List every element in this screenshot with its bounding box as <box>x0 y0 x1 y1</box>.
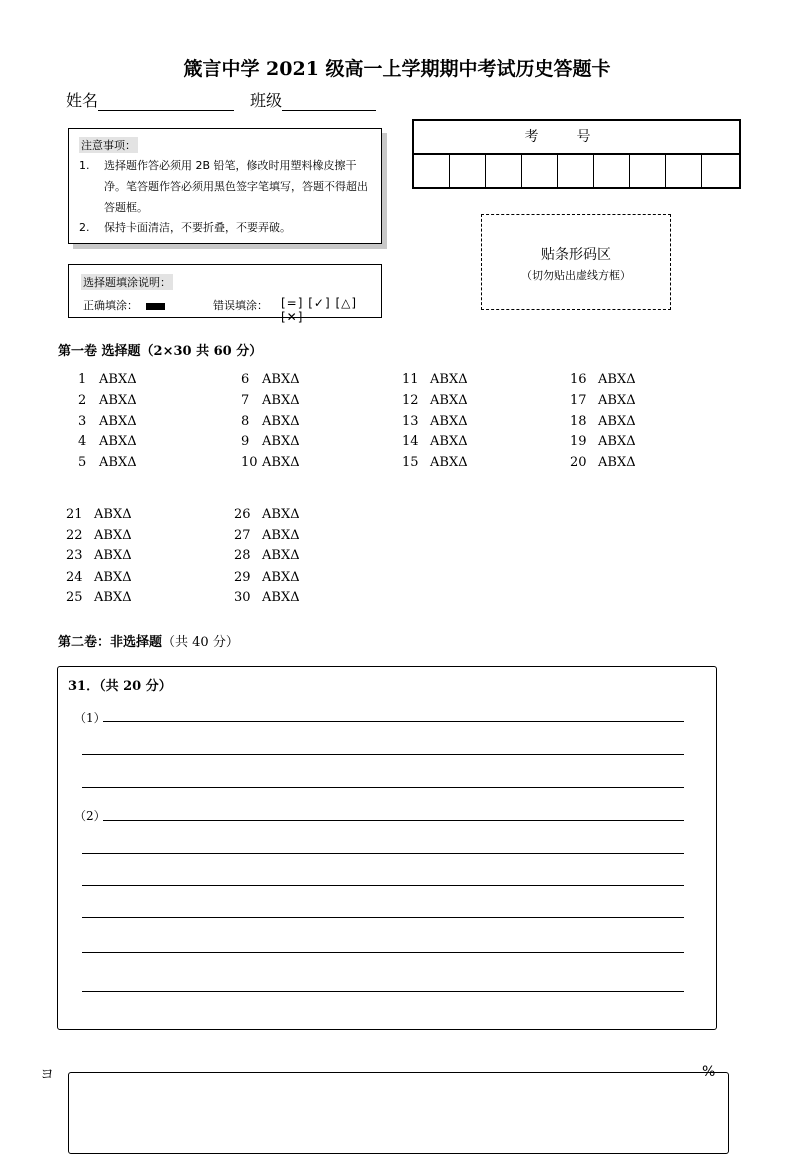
answer-line[interactable] <box>82 917 684 918</box>
question-number: 27 <box>234 528 251 543</box>
notice-item-number: 2. <box>79 221 90 234</box>
answer-options[interactable]: ABXΔ <box>262 414 300 429</box>
barcode-area <box>481 214 671 310</box>
name-label: 姓名 <box>66 91 99 110</box>
answer-options[interactable]: ABXΔ <box>430 434 468 449</box>
answer-options[interactable]: ABXΔ <box>262 528 300 543</box>
answer-line[interactable] <box>82 754 684 755</box>
class-underline[interactable] <box>282 94 376 111</box>
answer-options[interactable]: ABXΔ <box>262 393 300 408</box>
answer-options[interactable]: ABXΔ <box>99 372 137 387</box>
question-number: 11 <box>402 372 419 387</box>
answer-options[interactable]: ABXΔ <box>99 455 137 470</box>
answer-options[interactable]: ABXΔ <box>94 507 132 522</box>
exam-number-label: 考号 <box>414 121 739 155</box>
fill-instructions-box <box>68 264 382 324</box>
wrong-marks-icon: [=] [✓] [△] [✕] <box>281 296 358 324</box>
barcode-note: （切勿贴出虚线方框） <box>521 269 631 282</box>
name-field[interactable] <box>66 88 234 111</box>
answer-options[interactable]: ABXΔ <box>262 434 300 449</box>
question-number: 1 <box>78 372 87 387</box>
answer-options[interactable]: ABXΔ <box>262 570 300 585</box>
answer-options[interactable]: ABXΔ <box>262 590 300 605</box>
section2-label: 第二卷：非选择题 <box>58 635 163 650</box>
question-number: 18 <box>570 414 587 429</box>
section2-score: （共 40 分） <box>162 635 239 650</box>
answer-options[interactable]: ABXΔ <box>430 455 468 470</box>
class-field[interactable] <box>250 88 376 111</box>
exam-number-cell[interactable] <box>414 155 450 187</box>
answer-line[interactable] <box>82 853 684 854</box>
notice-heading: 注意事项： <box>81 139 136 152</box>
left-edge-mark: ヨ <box>40 1067 54 1083</box>
class-label: 班级 <box>250 91 283 110</box>
notice-item-text: 保持卡面清洁，不要折叠，不要弄破。 <box>104 221 291 234</box>
notice-item-number: 1. <box>79 159 90 172</box>
question-number: 14 <box>402 434 419 449</box>
wrong-label: 错误填涂： <box>213 299 268 312</box>
question-number: 5 <box>78 455 87 470</box>
answer-options[interactable]: ABXΔ <box>94 570 132 585</box>
answer-options[interactable]: ABXΔ <box>99 414 137 429</box>
section2-title <box>58 631 239 650</box>
right-edge-mark: % <box>702 1064 716 1080</box>
answer-options[interactable]: ABXΔ <box>430 414 468 429</box>
answer-options[interactable]: ABXΔ <box>430 372 468 387</box>
answer-options[interactable]: ABXΔ <box>94 548 132 563</box>
fill-heading: 选择题填涂说明： <box>83 276 171 289</box>
correct-label: 正确填涂： <box>83 299 138 312</box>
question-number: 6 <box>241 372 250 387</box>
answer-options[interactable]: ABXΔ <box>598 372 636 387</box>
answer-options[interactable]: ABXΔ <box>262 455 300 470</box>
answer-options[interactable]: ABXΔ <box>262 548 300 563</box>
question-number: 8 <box>241 414 250 429</box>
exam-number-cell[interactable] <box>486 155 522 187</box>
answer-line[interactable] <box>103 820 684 821</box>
question-number: 29 <box>234 570 251 585</box>
question-number: 12 <box>402 393 419 408</box>
answer-line[interactable] <box>82 991 684 992</box>
answer-options[interactable]: ABXΔ <box>99 393 137 408</box>
notice-item-text: 选择题作答必须用 2B 铅笔，修改时用塑料橡皮擦干净。笔答题作答必须用黑色签字笔填写，答题不得超出答题框。 <box>104 159 368 214</box>
answer-line[interactable] <box>103 721 684 722</box>
question-number: 9 <box>241 434 250 449</box>
question-31-part-1-label: （1） <box>74 711 106 725</box>
notice-box <box>68 128 382 244</box>
answer-options[interactable]: ABXΔ <box>598 393 636 408</box>
exam-number-cell[interactable] <box>630 155 666 187</box>
question-number: 21 <box>66 507 83 522</box>
exam-number-box[interactable] <box>412 119 741 189</box>
name-underline[interactable] <box>98 94 234 111</box>
question-number: 16 <box>570 372 587 387</box>
question-number: 17 <box>570 393 587 408</box>
exam-number-cell[interactable] <box>666 155 702 187</box>
barcode-title: 贴条形码区 <box>541 247 611 263</box>
answer-options[interactable]: ABXΔ <box>262 507 300 522</box>
answer-options[interactable]: ABXΔ <box>94 528 132 543</box>
answer-line[interactable] <box>82 787 684 788</box>
question-number: 23 <box>66 548 83 563</box>
question-31-box <box>57 666 717 1030</box>
question-31-part-2-label: （2） <box>74 809 106 823</box>
question-number: 22 <box>66 528 83 543</box>
answer-options[interactable]: ABXΔ <box>99 434 137 449</box>
next-question-box <box>68 1072 729 1154</box>
question-number: 30 <box>234 590 251 605</box>
answer-options[interactable]: ABXΔ <box>598 414 636 429</box>
answer-options[interactable]: ABXΔ <box>262 372 300 387</box>
question-number: 3 <box>78 414 87 429</box>
exam-number-cell[interactable] <box>450 155 486 187</box>
question-number: 13 <box>402 414 419 429</box>
question-number: 10 <box>241 455 258 470</box>
page-title: 箴言中学 2021 级高一上学期期中考试历史答题卡 <box>183 58 611 80</box>
fill-row <box>83 296 373 324</box>
question-31-title: 31．（共 20 分） <box>68 679 172 694</box>
answer-line[interactable] <box>82 885 684 886</box>
question-number: 25 <box>66 590 83 605</box>
question-number: 2 <box>78 393 87 408</box>
answer-options[interactable]: ABXΔ <box>430 393 468 408</box>
correct-mark-icon <box>146 303 165 310</box>
answer-options[interactable]: ABXΔ <box>598 455 636 470</box>
question-number: 20 <box>570 455 587 470</box>
answer-options[interactable]: ABXΔ <box>94 590 132 605</box>
question-number: 7 <box>241 393 250 408</box>
question-number: 28 <box>234 548 251 563</box>
answer-options[interactable]: ABXΔ <box>598 434 636 449</box>
question-number: 24 <box>66 570 83 585</box>
question-number: 19 <box>570 434 587 449</box>
exam-number-cell[interactable] <box>558 155 594 187</box>
section1-title: 第一卷 选择题（2×30 共 60 分） <box>58 344 263 359</box>
answer-line[interactable] <box>82 952 684 953</box>
exam-number-cell[interactable] <box>594 155 630 187</box>
exam-number-cell[interactable] <box>702 155 739 187</box>
question-number: 4 <box>78 434 87 449</box>
question-number: 15 <box>402 455 419 470</box>
exam-number-cell[interactable] <box>522 155 558 187</box>
question-number: 26 <box>234 507 251 522</box>
